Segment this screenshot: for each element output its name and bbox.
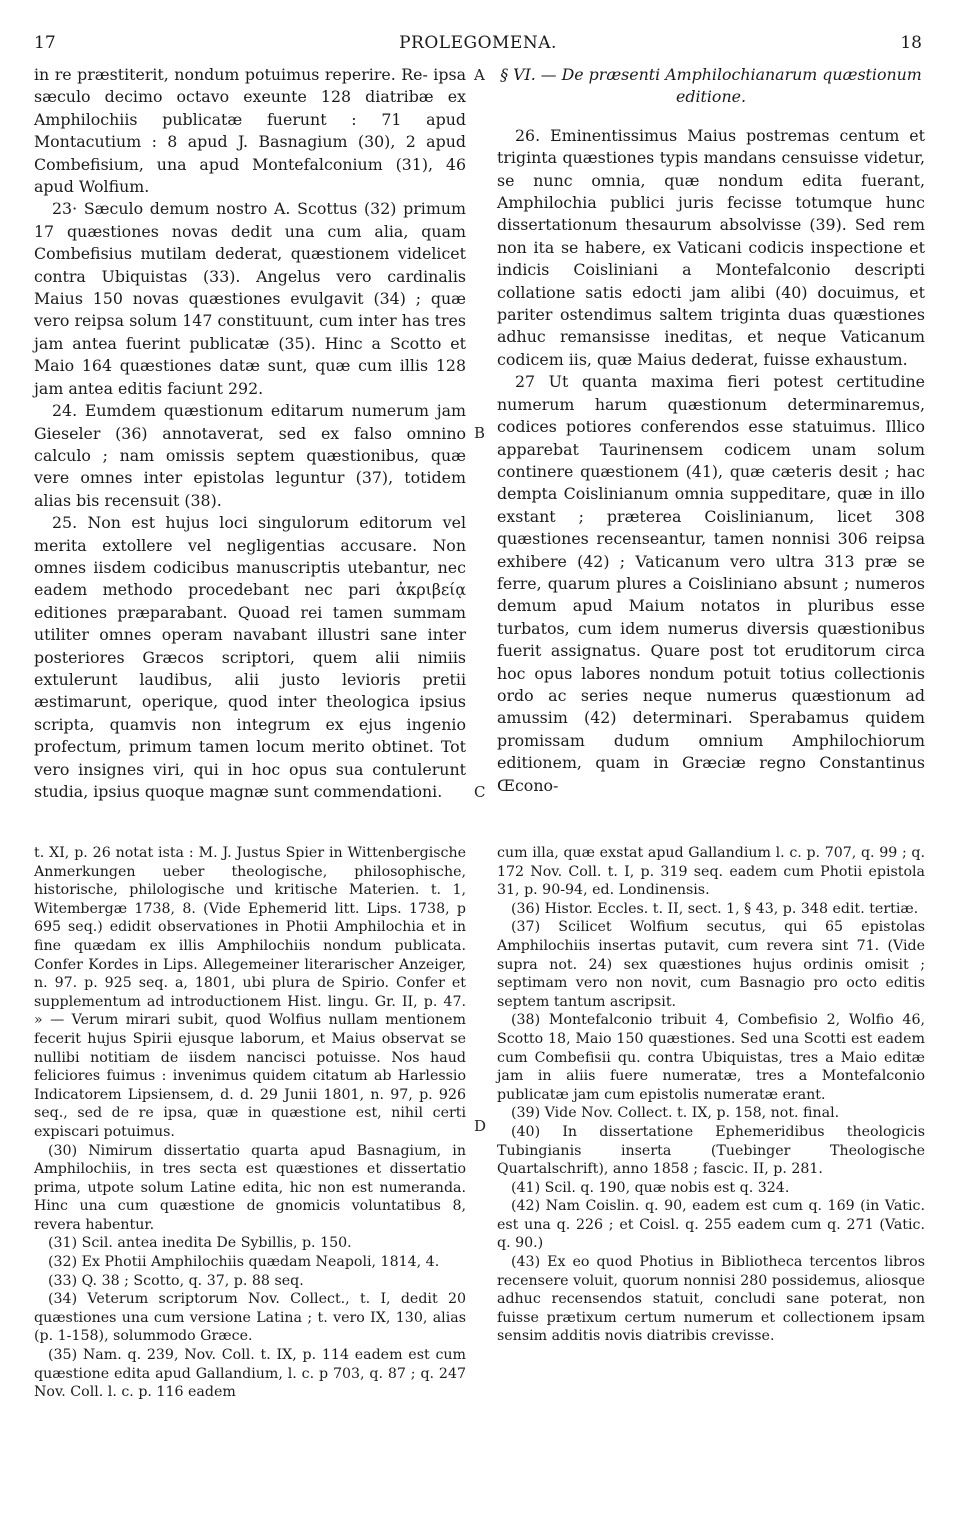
paragraph: in re præstiterit, nondum potuimus reperire. Re- ipsa sæculo decimo octavo exeunte 128 diatribæ ex Amphilochiis publicatæ fuerunt : 71 apud Montacutium : 8 apud J. Basnagium (30), 2 apud Combefisium, una apud Montefalconium (31), 46 apud Wolfium. <box>34 65 466 197</box>
footnote: (30) Nimirum dissertatio quarta apud Basnagium, in Amphilochiis, in tres secta est quæstiones et dissertatio prima, utpote solum Latine edita, hic non est numeranda. Hinc una cum quæstione de gnomicis voluntatibus 8, revera habentur. <box>34 1142 466 1233</box>
main-text-left-column <box>34 64 466 803</box>
footnote: (39) Vide Nov. Collect. t. IX, p. 158, not. final. <box>511 1105 840 1122</box>
page-number-left: 17 <box>34 33 56 53</box>
running-head <box>34 33 922 59</box>
footnote: (43) Ex eo quod Photius in Bibliotheca tercentos libros recensere voluit, quorum nonnisi 280 possidemus, aliosque adhuc recensendos statuit, concludi sane poterat, non fuisse prætixum certum numerum et collectionem ipsam sensim additis novis diatribis crevisse. <box>497 1254 925 1345</box>
main-text-right-column <box>497 64 925 797</box>
paragraph: 23· Sæculo demum nostro A. Scottus (32) primum 17 quæstiones novas dedit una cum alia, quam Combefisius mutilam dederat, quæstionem videlicet contra Ubiquistas (33). Angelus vero cardinalis Maius 150 novas quæstiones evulgavit (34) ; quæ vero reipsa solum 147 constituunt, cum inter has tres jam antea fuerint publicatæ (35). Hinc a Scotto et Maio 164 quæstiones datæ sunt, quæ cum illis 128 jam antea editis faciunt 292. <box>34 199 466 398</box>
footnotes-right-column <box>497 844 925 1346</box>
page-number-right: 18 <box>900 33 922 53</box>
paragraph: 26. Eminentissimus Maius postremas centum et triginta quæstiones typis mandans censuisse videtur, se nunc omnia, quæ nondum edita fuerant, Amphilochia publici juris fecisse totumque hunc dissertationum thesaurum absolvisse (39). Sed rem non ita se habere, ex Vaticani codicis inspectione et indicis Coisliniani a Montefalconio descripti collatione satis edocti jam alibi (40) docuimus, et pariter ostendimus saltem triginta duas quæstiones adhuc remansisse ineditas, et neque Vaticanum codicem iis, quæ Maius dederat, fuisse exhaustum. <box>497 125 925 369</box>
margin-letter-b: B <box>474 424 486 442</box>
margin-letter-c: C <box>474 783 486 801</box>
page-title: PROLEGOMENA. <box>399 33 557 53</box>
footnotes-left-column <box>34 844 466 1402</box>
paragraph: 25. Non est hujus loci singulorum editorum vel merita extollere vel negligentias accusare. Non omnes iisdem codicibus manuscriptis utebantur, nec eadem methodo procedebant nec pari ἀκριβείᾳ editiones præparabant. Quoad rei tamen summam utiliter omnes operam navabant illustri sane inter posteriores Græcos scriptori, quem alii nimiis extulerunt laudibus, alii justo levioris pretii æstimarunt, operique, quod inter theologica ipsius scripta, quamvis non integrum ex ejus ingenio profectum, primum tamen locum merito obtinet. Tot vero insignes viri, qui in hoc opus sua contulerunt studia, ipsius quoque magnæ sunt commendationi. <box>34 513 466 801</box>
footnote: (40) In dissertatione Ephemeridibus theologicis Tubingianis inserta (Tuebinger Theologische Quartalschrift), anno 1858 ; fascic. II, p. 281. <box>497 1123 925 1178</box>
footnote: (42) Nam Coislin. q. 90, eadem est cum q. 169 (in Vatic. est una q. 226 ; et Coisl. q. 255 eadem cum q. 271 (Vatic. q. 90.) <box>497 1198 925 1252</box>
paragraph: 24. Eumdem quæstionum editarum numerum jam Gieseler (36) annotaverat, sed ex falso omnino calculo ; nam omissis septem quæstionibus, quæ vere omnes inter epistolas leguntur (37), totidem alias bis recensuit (38). <box>34 401 466 510</box>
margin-letter-d: D <box>474 1117 487 1135</box>
footnote: (32) Ex Photii Amphilochiis quædam Neapoli, 1814, 4. <box>48 1254 440 1271</box>
footnote: cum illa, quæ exstat apud Gallandium l. c. p. 707, q. 99 ; q. 172 Nov. Coll. t. I, p. 319 seq. eadem cum Photii epistola 31, p. 90-94, ed. Londinensis. <box>497 845 925 899</box>
footnote: (34) Veterum scriptorum Nov. Collect., t. I, dedit 20 quæstiones una cum versione Latina ; t. vero IX, 130, alias (p. 1-158), solummodo Græce. <box>34 1291 466 1345</box>
footnote: (33) Q. 38 ; Scotto, q. 37, p. 88 seq. <box>48 1272 304 1289</box>
footnote: (38) Montefalconio tribuit 4, Combefisio 2, Wolfio 46, Scotto 18, Maio 150 quæstiones. Sed una Scotti est eadem cum Combefisii qu. contra Ubiquistas, tres a Maio editæ jam in aliis fuere numeratæ, tres a Montefalconio publicatæ jam cum epistolis numeratæ erant. <box>497 1012 925 1103</box>
footnote: (36) Histor. Eccles. t. II, sect. 1, § 43, p. 348 edit. tertiæ. <box>511 900 919 917</box>
margin-letter-a: A <box>474 66 485 84</box>
footnote: (35) Nam. q. 239, Nov. Coll. t. IX, p. 114 eadem est cum quæstione edita apud Gallandium, l. c. p 703, q. 87 ; q. 247 Nov. Coll. l. c. p. 116 eadem <box>34 1347 466 1401</box>
paragraph: 27 Ut quanta maxima fieri potest certitudine numerum harum quæstionum determinaremus, codices potiores conferendos esse statuimus. Illico apparebat Taurinensem codicem unam solum continere quæstionem (41), quæ cæteris desit ; hac dempta Coislinianum omnia suppeditare, quæ in illo exstant ; præterea Coislinianum, licet 308 quæstiones recenseantur, tamen nonnisi 306 reipsa exhibere (42) ; Vaticanum vero ultra 313 præ se ferre, quarum plures a Coisliniano absunt ; numeros demum apud Maium notatos in pluribus esse turbatos, cum idem numerus diversis quæstionibus fuerit assignatus. Quare post tot eruditorum circa hoc opus labores nondum potuit totius collectionis ordo ac series neque numerus quæstionum ad amussim (42) determinari. Sperabamus quidem promissam dudum omnium Amphilochiorum editionem, quam in Græciæ regno Constantinus Œcono- <box>497 372 925 795</box>
footnote: (31) Scil. antea inedita De Sybillis, p. 150. <box>48 1235 352 1252</box>
footnote: (37) Scilicet Wolfium secutus, qui 65 epistolas Amphilochiis insertas putavit, cum revera sint 71. (Vide supra not. 24) sex quæstiones hujus ordinis omisit ; septimam vero non novit, cum Basnagio pro octo editis septem tantum ascripsit. <box>497 919 925 1010</box>
footnote: (41) Scil. q. 190, quæ nobis est q. 324. <box>511 1179 790 1196</box>
section-heading: § VI. — De præsenti Amphilochianarum quæstionum editione. <box>500 65 922 107</box>
footnote: t. XI, p. 26 notat ista : M. J. Justus Spier in Wittenbergische Anmerkungen ueber theologische, philosophische, historische, philologische und kritische Materien. t. 1, Witembergæ 1738, 8. (Vide Ephemerid litt. Lips. 1738, p 695 seq.) edidit observationes in Photii Amphilochia et in fine quædam ex illis Amphilochiis nondum publicata. Confer Kordes in Lips. Allegemeiner literarischer Anzeiger, n. 97. p. 925 seq. a, 1801, ubi plura de Spirio. Confer et supplementum ad introductionem Hist. lingu. Gr. II, p. 47. » — Verum mirari subit, quod Wolfius nullam mentionem fecerit hujus Spirii ejusque laborum, et Maius observat se nullibi notitiam de iisdem nancisci potuisse. Nos haud feliciores fuimus : invenimus quidem citatum ab Harlessio Indicatorem Lipsiensem, d. d. 29 Junii 1801, n. 97, p. 926 seq., sed de re ipsa, quæ in quæstione est, nihil certi expiscari potuimus. <box>34 845 466 1140</box>
